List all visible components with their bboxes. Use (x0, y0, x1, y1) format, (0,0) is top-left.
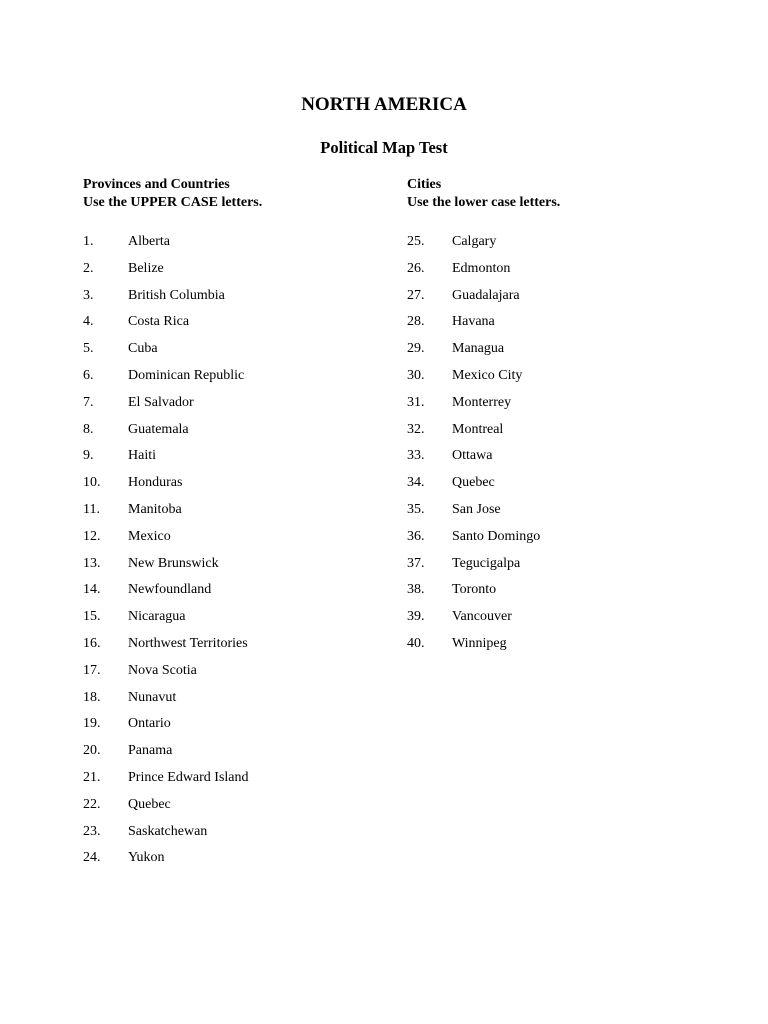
list-item-number: 5. (83, 341, 94, 357)
list-item-number: 10. (83, 475, 101, 491)
column-heading (83, 176, 383, 212)
list-item-name: Alberta (128, 234, 170, 249)
list-item-name: Winnipeg (452, 635, 507, 651)
column-heading-instruction: Use the lower case letters. (407, 195, 561, 210)
list-item-number: 28. (407, 314, 425, 330)
list-item-number: 27. (407, 287, 425, 303)
list-item (83, 822, 383, 849)
list-item (83, 232, 383, 259)
list-item-name: San Jose (452, 501, 501, 517)
list-item (83, 393, 383, 420)
list-item-name: British Columbia (128, 287, 225, 303)
list-item (83, 473, 383, 500)
list-item-number: 36. (407, 528, 425, 544)
list-item-number: 21. (83, 769, 101, 785)
list-item (83, 366, 383, 393)
list-item (83, 795, 383, 822)
list-item-name: Calgary (452, 234, 497, 249)
list-item-name: Monterrey (452, 394, 512, 410)
list-item-name: Tegucigalpa (452, 555, 521, 571)
list-item (83, 688, 383, 715)
list-item-name: Mexico City (452, 367, 523, 383)
list-item-name: Toronto (452, 582, 497, 598)
list-item (83, 500, 383, 527)
column-heading (407, 176, 707, 212)
list-item-name: Yukon (128, 850, 165, 866)
list-item-name: Newfoundland (128, 582, 212, 598)
list-item-name: Santo Domingo (452, 528, 541, 544)
list-item-number: 6. (83, 367, 94, 383)
list-item-name: Quebec (128, 796, 171, 812)
list-item-number: 33. (407, 448, 425, 464)
list-item-name: Costa Rica (128, 314, 190, 330)
list-item (83, 554, 383, 581)
list-item (407, 420, 707, 447)
list-item-name: Panama (128, 743, 173, 759)
list-item-number: 16. (83, 635, 101, 651)
list-item (83, 607, 383, 634)
list-item-number: 14. (83, 582, 101, 598)
column-heading-title: Provinces and Countries (83, 177, 230, 192)
list-item-name: Ontario (128, 716, 171, 732)
document-subtitle: Political Map Test (320, 138, 448, 157)
list-item (83, 768, 383, 795)
list-item-number: 30. (407, 367, 425, 383)
list-item-number: 25. (407, 234, 425, 249)
list-item-number: 11. (83, 501, 100, 517)
list-item-name: Manitoba (128, 501, 182, 517)
list-item-name: Guatemala (128, 421, 189, 437)
list-item (83, 580, 383, 607)
list-item-name: El Salvador (128, 394, 194, 410)
list-item-number: 3. (83, 287, 94, 303)
list-item (407, 473, 707, 500)
list-item-number: 22. (83, 796, 101, 812)
list-item-name: Prince Edward Island (128, 769, 249, 785)
list-item-name: New Brunswick (128, 555, 219, 571)
list-item-name: Nunavut (128, 689, 177, 705)
list-item (407, 500, 707, 527)
list-item-number: 40. (407, 635, 425, 651)
list-item-name: Quebec (452, 475, 495, 491)
list-item-number: 12. (83, 528, 101, 544)
list-item-number: 19. (83, 716, 101, 732)
list-item-number: 1. (83, 234, 94, 249)
list-item-name: Dominican Republic (128, 367, 245, 383)
list-item (83, 848, 383, 875)
list-item (407, 259, 707, 286)
list-item (407, 580, 707, 607)
list-item-number: 9. (83, 448, 94, 464)
list-item-name: Honduras (128, 475, 183, 491)
list-item-name: Mexico (128, 528, 171, 544)
provinces-countries-column (83, 176, 383, 875)
list-item-number: 13. (83, 555, 101, 571)
column-heading-instruction: Use the UPPER CASE letters. (83, 195, 263, 210)
list-item-name: Haiti (128, 448, 156, 464)
list-item-name: Vancouver (452, 609, 512, 625)
list-item-name: Managua (452, 341, 505, 357)
column-heading-title: Cities (407, 177, 442, 192)
list-item (407, 339, 707, 366)
list-item (83, 259, 383, 286)
list-item-number: 26. (407, 260, 425, 276)
list-item (83, 527, 383, 554)
list-item-name: Nova Scotia (128, 662, 197, 678)
cities-list (407, 232, 707, 661)
list-item-number: 17. (83, 662, 101, 678)
provinces-countries-list (83, 232, 383, 875)
list-item-number: 35. (407, 501, 425, 517)
list-item (83, 446, 383, 473)
list-item-number: 18. (83, 689, 101, 705)
list-item-name: Belize (128, 260, 164, 276)
list-item (407, 554, 707, 581)
list-item-name: Montreal (452, 421, 504, 437)
list-item-name: Edmonton (452, 260, 511, 276)
list-item (407, 286, 707, 313)
list-item (83, 312, 383, 339)
list-item (83, 661, 383, 688)
list-item-name: Northwest Territories (128, 635, 248, 651)
list-item (407, 527, 707, 554)
list-item (407, 634, 707, 661)
list-item-number: 39. (407, 609, 425, 625)
list-item-name: Guadalajara (452, 287, 520, 303)
list-item (407, 366, 707, 393)
list-item-name: Cuba (128, 341, 158, 357)
list-item (407, 607, 707, 634)
list-item-number: 24. (83, 850, 101, 866)
list-item (83, 420, 383, 447)
list-item-number: 8. (83, 421, 94, 437)
list-item (83, 714, 383, 741)
list-item-number: 38. (407, 582, 425, 598)
list-item (83, 741, 383, 768)
list-item-number: 32. (407, 421, 425, 437)
list-item-number: 37. (407, 555, 425, 571)
list-item-number: 2. (83, 260, 94, 276)
document-title: NORTH AMERICA (301, 94, 467, 115)
list-item-number: 31. (407, 394, 425, 410)
list-item-number: 20. (83, 743, 101, 759)
list-item (407, 312, 707, 339)
list-item-name: Nicaragua (128, 609, 186, 625)
list-item (83, 286, 383, 313)
list-item-number: 15. (83, 609, 101, 625)
list-item-number: 4. (83, 314, 94, 330)
list-item-number: 7. (83, 394, 94, 410)
list-item (407, 232, 707, 259)
list-item-name: Saskatchewan (128, 823, 208, 839)
list-item (83, 634, 383, 661)
list-item (83, 339, 383, 366)
list-item (407, 393, 707, 420)
list-item-number: 29. (407, 341, 425, 357)
list-item-name: Ottawa (452, 448, 493, 464)
list-item-name: Havana (452, 314, 495, 330)
cities-column (407, 176, 707, 661)
list-item-number: 23. (83, 823, 101, 839)
list-item-number: 34. (407, 475, 425, 491)
list-item (407, 446, 707, 473)
